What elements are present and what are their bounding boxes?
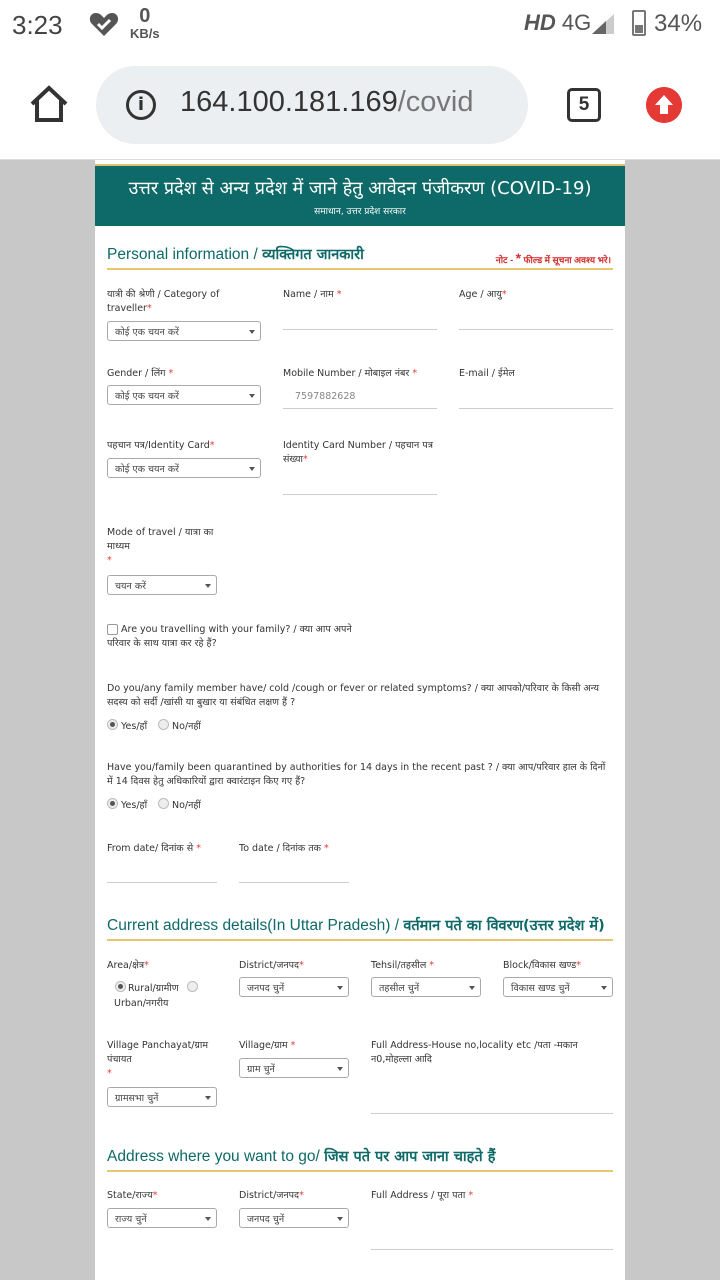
symptoms-yes-radio[interactable] [107, 719, 118, 730]
from-date-label: From date/ दिनांक से * [107, 843, 201, 854]
district-label: District/जनपद* [239, 960, 304, 971]
category-select[interactable]: कोई एक चयन करें [107, 321, 261, 341]
battery-icon [632, 10, 646, 36]
to-date-label: To date / दिनांक तक * [239, 843, 329, 854]
page-banner [95, 164, 625, 226]
info-icon[interactable]: i [126, 90, 156, 120]
quarantine-yes-radio[interactable] [107, 798, 118, 809]
heart-check-icon [88, 10, 120, 38]
travel-mode-select[interactable]: चयन करें [107, 575, 217, 595]
dest-address-label: Full Address / पूरा पता * [371, 1190, 474, 1201]
age-label: Age / आयु* [459, 289, 507, 300]
home-icon[interactable] [28, 84, 70, 124]
symptoms-no-radio[interactable] [158, 719, 169, 730]
state-label: State/राज्य* [107, 1190, 158, 1201]
dest-district-label: District/जनपद* [239, 1190, 304, 1201]
mobile-underline [283, 408, 437, 409]
rural-radio[interactable] [115, 981, 126, 992]
tab-switcher-button[interactable]: 5 [567, 88, 601, 122]
mobile-input[interactable]: 7597882628 [295, 391, 356, 402]
rural-label: Rural/ग्रामीण [128, 983, 179, 994]
symptoms-yes-label: Yes/हाँ [121, 721, 148, 732]
full-address-label: Full Address-House no,locality etc /पता -मकान न0,मोहल्ला आदि [371, 1040, 578, 1065]
travel-mode-label: Mode of travel / यात्रा का माध्यम * [107, 527, 214, 566]
area-label: Area/क्षेत्र* [107, 960, 149, 971]
dest-district-select[interactable]: जनपद चुनें [239, 1208, 349, 1228]
section-heading-personal: Personal information / व्यक्तिगत जानकारी नोट - * फील्ड में सूचना अवश्य भरे। [107, 244, 613, 270]
state-select[interactable]: राज्य चुनें [107, 1208, 217, 1228]
signal-icon [590, 12, 616, 36]
network-speed: 0 KB/s [130, 5, 160, 41]
to-date-input[interactable] [239, 882, 349, 883]
quarantine-no-label: No/नहीं [172, 800, 201, 811]
full-address-input[interactable] [371, 1113, 613, 1114]
tehsil-label: Tehsil/तहसील * [371, 960, 435, 971]
status-bar [0, 0, 720, 52]
tehsil-select[interactable]: तहसील चुनें [371, 977, 481, 997]
browser-toolbar [0, 52, 720, 160]
quarantine-yes-label: Yes/हाँ [121, 800, 148, 811]
gender-label: Gender / लिंग * [107, 368, 174, 379]
mobile-label: Mobile Number / मोबाइल नंबर * [283, 368, 418, 379]
idnumber-label: Identity Card Number / पहचान पत्र संख्या* [283, 440, 433, 465]
address-bar[interactable] [96, 66, 528, 144]
idnumber-input[interactable] [283, 494, 437, 495]
page-title: उत्तर प्रदेश से अन्य प्रदेश में जाने हेतु आवेदन पंजीकरण (COVID-19) [128, 178, 592, 199]
section-heading-current-address: Current address details(In Uttar Pradesh) / वर्तमान पते का विवरण(उत्तर प्रदेश में) [107, 915, 613, 941]
gender-select[interactable]: कोई एक चयन करें [107, 385, 261, 405]
web-page [95, 160, 625, 1280]
symptoms-label: Do you/any family member have/ cold /cough or fever or related symptoms? / क्या आपको/परिवार के किसी अन्य सदस्य को सर्दी /खांसी या बुखार या संबंधित लक्षण हैं ? [107, 683, 599, 708]
panchayat-label: Village Panchayat/ग्राम पंचायत * [107, 1040, 209, 1079]
name-label: Name / नाम * [283, 289, 342, 300]
idcard-label: पहचान पत्र/Identity Card* [107, 440, 215, 451]
category-label: यात्री की श्रेणी / Category of traveller* [107, 289, 220, 314]
network-type: HD 4G [524, 10, 592, 35]
symptoms-no-label: No/नहीं [172, 721, 201, 732]
clock: 3:23 [12, 10, 63, 40]
update-arrow-icon[interactable] [646, 87, 682, 123]
required-note: नोट - * फील्ड में सूचना अवश्य भरे। [495, 250, 611, 266]
panchayat-select[interactable]: ग्रामसभा चुनें [107, 1087, 217, 1107]
block-label: Block/विकास खण्ड* [503, 960, 581, 971]
from-date-input[interactable] [107, 882, 217, 883]
dest-address-input[interactable] [371, 1249, 613, 1250]
village-select[interactable]: ग्राम चुनें [239, 1058, 349, 1078]
url-text[interactable]: 164.100.181.169/covid [180, 86, 474, 118]
quarantine-no-radio[interactable] [158, 798, 169, 809]
family-label: Are you travelling with your family? / क्या आप अपने परिवार के साथ यात्रा कर रहे हैं? [107, 624, 352, 649]
idcard-select[interactable]: कोई एक चयन करें [107, 458, 261, 478]
email-input[interactable] [459, 408, 613, 409]
name-input[interactable] [283, 329, 437, 330]
email-label: E-mail / ईमेल [459, 368, 515, 379]
age-input[interactable] [459, 329, 613, 330]
block-select[interactable]: विकास खण्ड चुनें [503, 977, 613, 997]
urban-radio[interactable] [187, 981, 198, 992]
district-select[interactable]: जनपद चुनें [239, 977, 349, 997]
battery-percent: 34% [654, 10, 703, 37]
section-heading-destination: Address where you want to go/ जिस पते पर आप जाना चाहते हैं [107, 1146, 613, 1172]
urban-label: Urban/नगरीय [114, 998, 169, 1009]
page-subtitle: समाधान, उत्तर प्रदेश सरकार [314, 207, 406, 217]
village-label: Village/ग्राम * [239, 1040, 296, 1051]
quarantine-label: Have you/family been quarantined by authorities for 14 days in the recent past ? / क्या आप/परिवार हाल के दिनों में 14 दिवस हेतु अधिकारियों द्वारा क्वारंटाइन किए गए हैं? [107, 762, 606, 787]
